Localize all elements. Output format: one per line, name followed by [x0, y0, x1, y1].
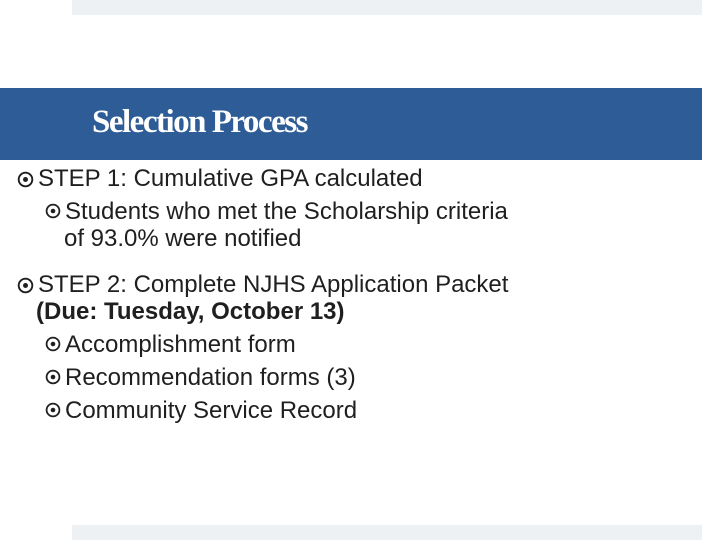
circled-dot-icon: [45, 203, 61, 219]
step-2-bullet: [17, 272, 508, 298]
step-1-label: STEP 1: Cumulative GPA calculated: [38, 165, 423, 192]
circled-dot-icon: [45, 369, 61, 385]
circled-dot-icon: [45, 336, 61, 352]
list-item: [45, 365, 356, 391]
list-item: [45, 398, 357, 424]
circled-dot-icon: [17, 171, 34, 188]
step-1-sub-continuation: [64, 226, 301, 252]
step-1-bullet: [17, 166, 423, 192]
step-1-sub-line-2: of 93.0% were notified: [64, 225, 302, 252]
step-2-due-line: [36, 299, 345, 325]
circled-dot-icon: [45, 402, 61, 418]
list-item: [45, 332, 296, 358]
bottom-decor-strip: [72, 525, 702, 540]
circled-dot-icon: [17, 277, 34, 294]
list-item-label: Accomplishment form: [65, 331, 296, 358]
top-decor-strip: [72, 0, 702, 15]
step-2-due-date: (Due: Tuesday, October 13): [36, 298, 345, 325]
slide-title: Selection Process: [92, 104, 307, 140]
step-2-label: STEP 2: Complete NJHS Application Packet: [38, 271, 509, 298]
list-item-label: Community Service Record: [65, 397, 358, 424]
step-1-sub-bullet: [45, 199, 508, 225]
list-item-label: Recommendation forms (3): [65, 364, 356, 391]
step-1-sub-line-1: Students who met the Scholarship criteria: [65, 198, 508, 225]
